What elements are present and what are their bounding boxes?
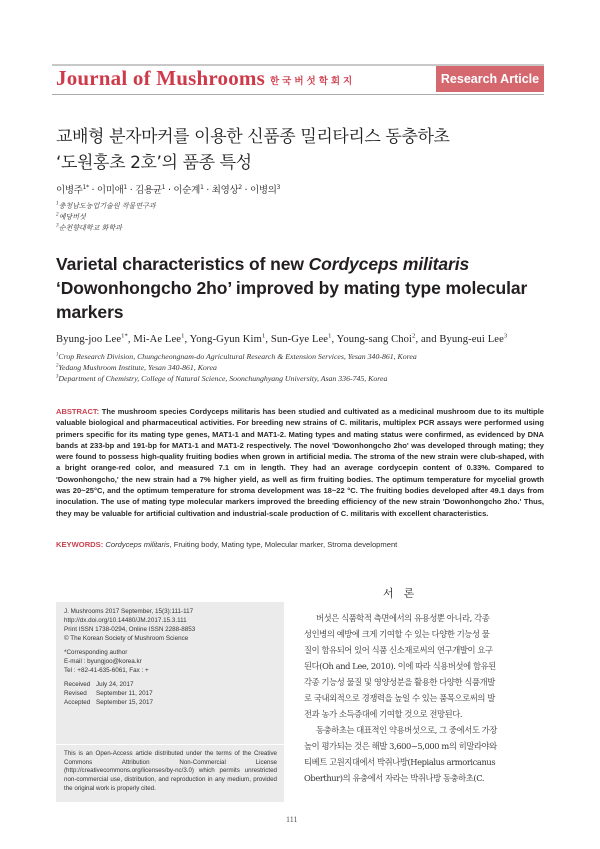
- revised-date: Revised September 11, 2017: [64, 690, 153, 697]
- issn: Print ISSN 1738-0294, Online ISSN 2288-8853: [64, 626, 196, 633]
- author-name: 이병주: [56, 185, 83, 196]
- accepted-date: Accepted September 15, 2017: [64, 699, 154, 706]
- journal-korean-title: 한국버섯학회지: [270, 76, 356, 87]
- author-sup: 1: [200, 184, 204, 191]
- corresponding-label: *Corresponding author: [64, 649, 128, 656]
- intro-line: 높이 평가되는 것은 해발 3,600~5,000 m의 히말라야와: [304, 741, 497, 751]
- author-name: Byung-joo Lee: [56, 334, 122, 345]
- intro-line: 각종 기능성 물질 및 영양성분을 활용한 다양한 식품개발: [304, 677, 495, 687]
- author-sup: 2: [412, 332, 416, 340]
- intro-line: Oberthur)의 유충에서 자라는 박쥐나방 동충하초(C.: [304, 773, 485, 783]
- english-affiliation: $^1$Crop Research Division, Chungcheongnam-do Agricultural Research & Extension Services, Yesan 340-861, Korea: [56, 352, 417, 361]
- english-title-line2: ‘Dowonhongcho 2ho’ improved by mating type molecular: [56, 278, 528, 298]
- author-sup: 2: [238, 184, 242, 191]
- email[interactable]: E-mail : byungjoo@korea.kr: [64, 658, 142, 665]
- author-name: Sun-Gye Lee: [270, 334, 329, 345]
- header-bottom-rule: [52, 94, 544, 95]
- author-name: 최영상: [211, 185, 239, 196]
- abstract: [56, 406, 544, 519]
- author-sup: 1: [181, 332, 185, 340]
- english-authors: Byung-joo Lee$^{1*}$, Mi-Ae Lee$^1$, Yong-Gyun Kim$^1$, Sun-Gye Lee$^1$, Young-sang Choi$^2$, and Byung-eui Lee$^3$: [56, 332, 508, 345]
- author-name: Yong-Gyun Kim: [189, 334, 262, 345]
- author-name: 이순계: [173, 185, 201, 196]
- tel: Tel : +82-41-635-6061, Fax : +: [64, 667, 149, 674]
- korean-affiliation: $^2$예당버섯: [56, 212, 86, 221]
- author-name: 김용균: [135, 185, 162, 196]
- english-affiliation: $^3$Department of Chemistry, College of Natural Science, Soonchunghyang University, Asan 336-745, Korea: [56, 374, 388, 383]
- page-number: 111: [286, 815, 298, 824]
- intro-line: 성인병의 예방에 크게 기여할 수 있는 다양한 기능성 물: [304, 629, 490, 639]
- author-sup: 1*: [82, 184, 89, 191]
- author-sup: 3: [503, 332, 508, 340]
- abstract-label: ABSTRACT:: [56, 407, 100, 416]
- author-sup: 1: [161, 184, 166, 191]
- author-name: 이병의: [249, 185, 277, 196]
- intro-line: 된다(Oh and Lee, 2010). 이에 따라 식용버섯에 함유된: [304, 661, 496, 671]
- open-access-divider: [56, 744, 284, 745]
- keywords: KEYWORDS: Cordyceps militaris, Fruiting body, Mating type, Molecular marker, Stroma development: [56, 540, 398, 549]
- intro-line: 로 국내외적으로 경쟁력을 높일 수 있는 품목으로써의 발: [304, 693, 495, 703]
- open-access-notice: This is an Open-Access article distributed under the terms of the Creative Commons Attribution Non-Commercial License (http://creativecommons.org/licenses/by-nc/3.0) which permits unrestricted non-commercial use, distribution, and reproduction in any medium, provided the original work is properly cited.: [64, 750, 277, 792]
- introduction-heading: 서론: [383, 587, 425, 600]
- citation: J. Mushrooms 2017 September, 15(3):111-117: [64, 608, 194, 615]
- copyright: © The Korean Society of Mushroom Science: [64, 635, 189, 642]
- author-sup: 1: [123, 184, 127, 191]
- author-sup: 1: [261, 332, 266, 340]
- author-sup: 1: [328, 332, 332, 340]
- article-type-badge: Research Article: [436, 66, 544, 92]
- english-affiliation: $^2$Yedang Mushroom Institute, Yesan 340-861, Korea: [56, 363, 217, 372]
- korean-affiliation: $^1$충청남도농업기술원 작물연구과: [56, 201, 156, 210]
- intro-line: 티베트 고원지대에서 박쥐나방(Hepialus armoricanus: [304, 757, 496, 767]
- intro-line: 질이 함유되어 있어 식품 신소재로써의 연구개발이 요구: [304, 645, 493, 655]
- journal-title: Journal of Mushrooms: [56, 66, 265, 90]
- author-name: Byung-eui Lee: [439, 334, 504, 345]
- intro-line: 동충하초는 대표적인 약용버섯으로, 그 중에서도 가장: [316, 725, 497, 735]
- korean-authors: 이병주$^{1*}$ · 이미애$^1$ · 김용균$^1$ · 이순계$^1$ · 최영상$^2$ · 이병의$^3$: [56, 184, 281, 196]
- korean-title-line1: 교배형 분자마커를 이용한 신품종 밀리타리스 동충하초: [56, 127, 450, 147]
- doi-link[interactable]: http://dx.doi.org/10.14480/JM.2017.15.3.111: [64, 617, 187, 624]
- intro-line: 전과 농가 소득증대에 기여할 것으로 전망된다.: [304, 709, 463, 719]
- author-sup: 1*: [121, 332, 128, 340]
- author-name: Young-sang Choi: [336, 334, 413, 345]
- intro-line: 버섯은 식품학적 측면에서의 유용성뿐 아니라, 각종: [316, 613, 490, 623]
- abstract-text: The mushroom species Cordyceps militaris has been studied and cultivated as a medicinal mushroom due to its multiple valuable biological and pharmaceutical activities. For breeding new strains of C. militaris, multiplex PCR assays were performed using primers specific for its mating type genes, MAT1-1 and MAT1-2. Mating types and mating status were confirmed, as evidenced by DNA bands at 233-bp and 191-bp for MAT1-1 and MAT1-2 respectively. The novel 'Dowonhongcho 2ho' was developed through mating; they were found to possess high-quality fruiting bodies when grown in artificial media. The stroma of the new strain were club-shaped, with a bright orange-red color, and measured 7.1 cm in length. They had an average cordycepin content of 0.33%. Compared to 'Dowonhongcho,' the new strain had a 7% higher yield, as well as firm fruiting bodies. The optimum temperature for mycelial growth was 20~25°C, and the optimum temperature for stroma development was 18~22 °C. The fruiting bodies developed after 49.1 days from inoculation. The use of mating type molecular markers improved the breeding efficiency of the new strain 'Dowonhongcho 2ho.' Thus, they may be valuable for artificial cultivation and industrial-scale production of C. militaris with excellent characteristics.: [56, 407, 544, 518]
- received-date: Received July 24, 2017: [64, 681, 134, 688]
- korean-affiliation: $^3$순천향대학교 화학과: [56, 223, 122, 232]
- author-name: Mi-Ae Lee: [133, 334, 182, 345]
- korean-title-line2: ‘도원홍초 2호’의 품종 특성: [56, 153, 252, 173]
- keywords-label: KEYWORDS:: [56, 540, 104, 549]
- english-title-line1: Varietal characteristics of new Cordyceps militaris: [56, 254, 470, 274]
- english-title-line3: markers: [56, 302, 124, 322]
- author-name: 이미애: [96, 185, 124, 196]
- author-sup: 3: [276, 184, 281, 191]
